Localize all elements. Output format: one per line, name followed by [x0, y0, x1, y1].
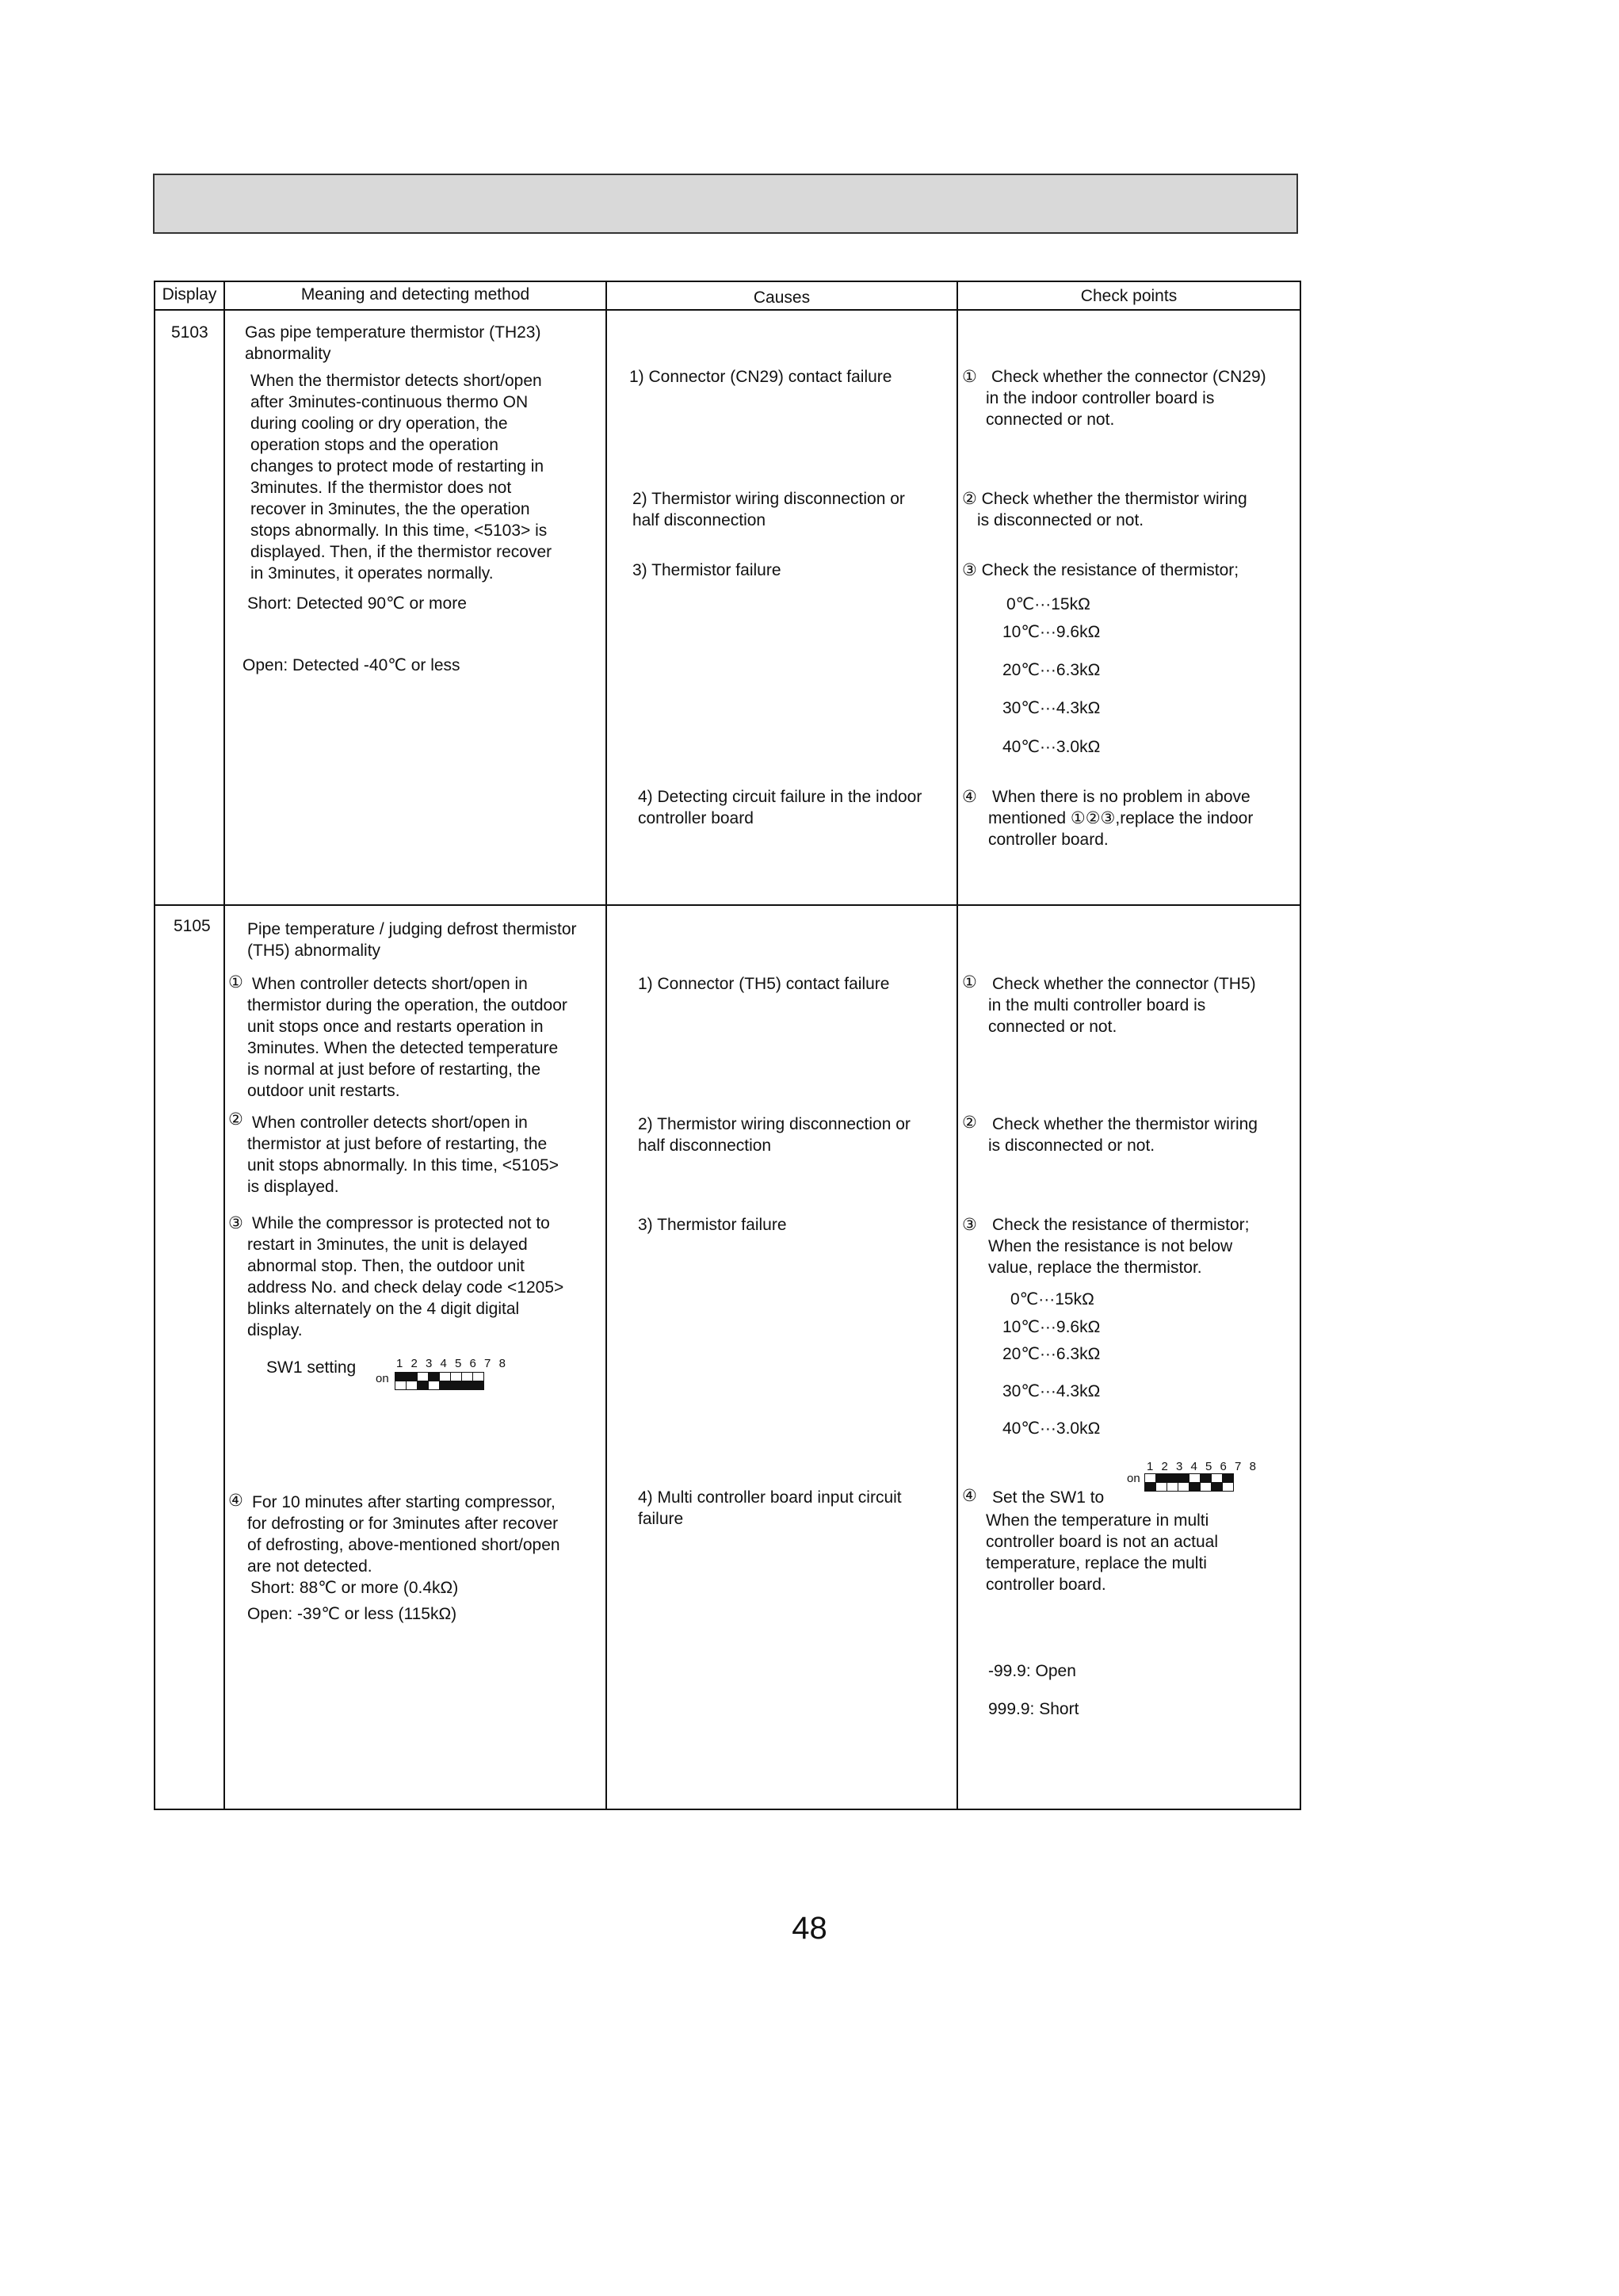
check-line: ② Check whether the thermistor wiring — [962, 490, 1247, 508]
header-check-points: Check points — [1080, 287, 1178, 305]
meaning-text-line: is displayed. — [247, 1178, 339, 1196]
meaning-text-line: during cooling or dry operation, the — [250, 415, 508, 433]
meaning-text-line: after 3minutes-continuous thermo ON — [250, 393, 529, 411]
check-line: in the indoor controller board is — [986, 389, 1215, 407]
resistance-value: 30℃···4.3kΩ — [1002, 699, 1101, 717]
meaning-text-line: restart in 3minutes, the unit is delayed — [247, 1236, 528, 1254]
check-line: connected or not. — [986, 411, 1115, 429]
check-marker: ④ — [962, 788, 977, 806]
check-line: connected or not. — [988, 1018, 1117, 1036]
cause-line: controller board — [638, 809, 754, 827]
meaning-text-line: for defrosting or for 3minutes after recover — [247, 1515, 559, 1533]
check-line: value, replace the thermistor. — [988, 1259, 1202, 1277]
dip-switch-cell-off — [1200, 1482, 1212, 1492]
dip-switch-cell-off — [417, 1381, 429, 1390]
meaning-text-line: is normal at just before of restarting, the — [247, 1060, 541, 1079]
dip-switch-cell-off — [395, 1381, 407, 1390]
short-threshold: Short: Detected 90℃ or more — [247, 594, 467, 613]
check-line: controller board. — [988, 831, 1109, 849]
meaning-text-line: of defrosting, above-mentioned short/open — [247, 1536, 560, 1554]
check-line: Check whether the thermistor wiring — [992, 1115, 1258, 1133]
meaning-text-line: When controller detects short/open in — [252, 975, 528, 993]
check-line: temperature, replace the multi — [986, 1554, 1207, 1572]
cause-line: half disconnection — [638, 1137, 772, 1155]
meaning-text-line: thermistor during the operation, the outdoor — [247, 996, 567, 1014]
check-marker: ① — [962, 973, 977, 991]
check-line: ③ Check the resistance of thermistor; — [962, 561, 1239, 579]
open-threshold: Open: Detected -40℃ or less — [242, 656, 460, 674]
sw1-setting-label: SW1 setting — [266, 1358, 357, 1377]
meaning-title-line: Pipe temperature / judging defrost thermistor — [247, 920, 577, 938]
check-line: controller board is not an actual — [986, 1533, 1219, 1551]
meaning-marker: ① — [228, 973, 243, 991]
dip-switch-cell-off — [472, 1381, 484, 1390]
meaning-text-line: 3minutes. If the thermistor does not — [250, 479, 512, 497]
meaning-title-line: (TH5) abnormality — [247, 942, 381, 960]
check-line: When the resistance is not below — [988, 1237, 1233, 1255]
check-marker: ③ — [962, 1216, 977, 1234]
check-line: is disconnected or not. — [988, 1137, 1155, 1155]
resistance-value: 0℃···15kΩ — [1006, 595, 1090, 613]
header-display: Display — [162, 285, 217, 304]
meaning-text-line: address No. and check delay code <1205> — [247, 1278, 564, 1297]
meaning-marker: ② — [228, 1110, 243, 1129]
meaning-marker: ④ — [228, 1492, 243, 1510]
meaning-text-line: While the compressor is protected not to — [252, 1214, 550, 1232]
dip-switch-cell-off — [1155, 1482, 1167, 1492]
check-line: Check whether the connector (CN29) — [991, 368, 1266, 386]
row-divider — [154, 904, 1301, 906]
meaning-text-line: in 3minutes, it operates normally. — [250, 564, 494, 583]
dip-switch-cell-off — [406, 1381, 418, 1390]
cause-line: 4) Detecting circuit failure in the indoor — [638, 788, 922, 806]
resistance-value: 20℃···6.3kΩ — [1002, 661, 1101, 679]
meaning-text-line: are not detected. — [247, 1557, 372, 1576]
open-threshold: Open: -39℃ or less (115kΩ) — [247, 1605, 457, 1623]
cause-line: 2) Thermistor wiring disconnection or — [638, 1115, 911, 1133]
page-number: 48 — [792, 1911, 827, 1946]
meaning-title-line: Gas pipe temperature thermistor (TH23) — [245, 323, 541, 342]
resistance-value: 0℃···15kΩ — [1010, 1290, 1094, 1308]
meaning-marker: ③ — [228, 1214, 243, 1232]
check-line: is disconnected or not. — [977, 511, 1144, 529]
dip-switch-cell-off — [1211, 1482, 1223, 1492]
dip-switch-cell-off — [1144, 1482, 1156, 1492]
cause-line: 4) Multi controller board input circuit — [638, 1488, 902, 1507]
meaning-text-line: thermistor at just before of restarting, the — [247, 1135, 548, 1153]
check-marker: ② — [962, 1114, 977, 1132]
meaning-text-line: operation stops and the operation — [250, 436, 498, 454]
cause-line: half disconnection — [632, 511, 766, 529]
meaning-text-line: outdoor unit restarts. — [247, 1082, 400, 1100]
meaning-text-line: When the thermistor detects short/open — [250, 372, 542, 390]
resistance-value: 10℃···9.6kΩ — [1002, 1318, 1101, 1336]
dip-switch-numbers: 1 2 3 4 5 6 7 8 — [396, 1357, 508, 1370]
meaning-text-line: 3minutes. When the detected temperature — [247, 1039, 559, 1057]
display-code-5105: 5105 — [174, 917, 211, 935]
resistance-value: 10℃···9.6kΩ — [1002, 623, 1101, 641]
check-marker: ④ — [962, 1487, 977, 1505]
cause-line: 1) Connector (CN29) contact failure — [629, 368, 892, 386]
dip-switch-numbers: 1 2 3 4 5 6 7 8 — [1147, 1460, 1258, 1473]
meaning-text-line: displayed. Then, if the thermistor recover — [250, 543, 552, 561]
cause-line: 3) Thermistor failure — [632, 561, 781, 579]
check-line: Check whether the connector (TH5) — [992, 975, 1256, 993]
meaning-text-line: changes to protect mode of restarting in — [250, 457, 544, 476]
header-divider — [154, 309, 1301, 311]
resistance-value: 20℃···6.3kΩ — [1002, 1345, 1101, 1363]
dip-switch-on-label: on — [376, 1372, 389, 1385]
meaning-text-line: unit stops once and restarts operation in — [247, 1018, 544, 1036]
check-line: When there is no problem in above — [992, 788, 1251, 806]
resistance-value: 40℃···3.0kΩ — [1002, 738, 1101, 756]
dip-switch-cell-off — [450, 1381, 462, 1390]
resistance-value: 40℃···3.0kΩ — [1002, 1419, 1101, 1438]
column-divider — [223, 281, 225, 1810]
dip-switch-on-label: on — [1127, 1472, 1140, 1485]
short-threshold: Short: 88℃ or more (0.4kΩ) — [250, 1579, 459, 1597]
column-divider — [957, 281, 958, 1810]
readout-open: -99.9: Open — [988, 1662, 1076, 1680]
check-marker: ① — [962, 368, 977, 386]
dip-switch-cell-off — [428, 1381, 440, 1390]
display-code-5103: 5103 — [171, 323, 208, 342]
dip-switch-cell-off — [1189, 1482, 1201, 1492]
header-meaning: Meaning and detecting method — [300, 285, 530, 304]
meaning-text-line: When controller detects short/open in — [252, 1114, 528, 1132]
meaning-text-line: stops abnormally. In this time, <5103> is — [250, 521, 548, 540]
header-causes: Causes — [753, 288, 811, 307]
section-banner — [153, 174, 1298, 234]
meaning-text-line: recover in 3minutes, the the operation — [250, 500, 530, 518]
check-line: When the temperature in multi — [986, 1511, 1209, 1530]
meaning-text-line: For 10 minutes after starting compressor, — [252, 1493, 556, 1511]
check-line: mentioned ①②③,replace the indoor — [988, 809, 1254, 827]
dip-switch-cell-off — [1178, 1482, 1189, 1492]
cause-line: 2) Thermistor wiring disconnection or — [632, 490, 905, 508]
column-divider — [605, 281, 607, 1810]
meaning-text-line: abnormal stop. Then, the outdoor unit — [247, 1257, 525, 1275]
check-line: controller board. — [986, 1576, 1106, 1594]
meaning-title-line: abnormality — [245, 345, 331, 363]
meaning-text-line: unit stops abnormally. In this time, <5105> — [247, 1156, 559, 1175]
meaning-text-line: blinks alternately on the 4 digit digital — [247, 1300, 520, 1318]
dip-switch-cell-off — [439, 1381, 451, 1390]
readout-short: 999.9: Short — [988, 1700, 1079, 1718]
dip-switch-cell-off — [461, 1381, 473, 1390]
dip-switch-cell-off — [1167, 1482, 1178, 1492]
resistance-value: 30℃···4.3kΩ — [1002, 1382, 1101, 1400]
cause-line: 1) Connector (TH5) contact failure — [638, 975, 890, 993]
meaning-text-line: display. — [247, 1321, 303, 1339]
check-line: Check the resistance of thermistor; — [992, 1216, 1250, 1234]
check-line: in the multi controller board is — [988, 996, 1206, 1014]
dip-switch-cell-off — [1222, 1482, 1234, 1492]
cause-line: failure — [638, 1510, 684, 1528]
cause-line: 3) Thermistor failure — [638, 1216, 787, 1234]
check-line: Set the SW1 to — [992, 1488, 1105, 1507]
